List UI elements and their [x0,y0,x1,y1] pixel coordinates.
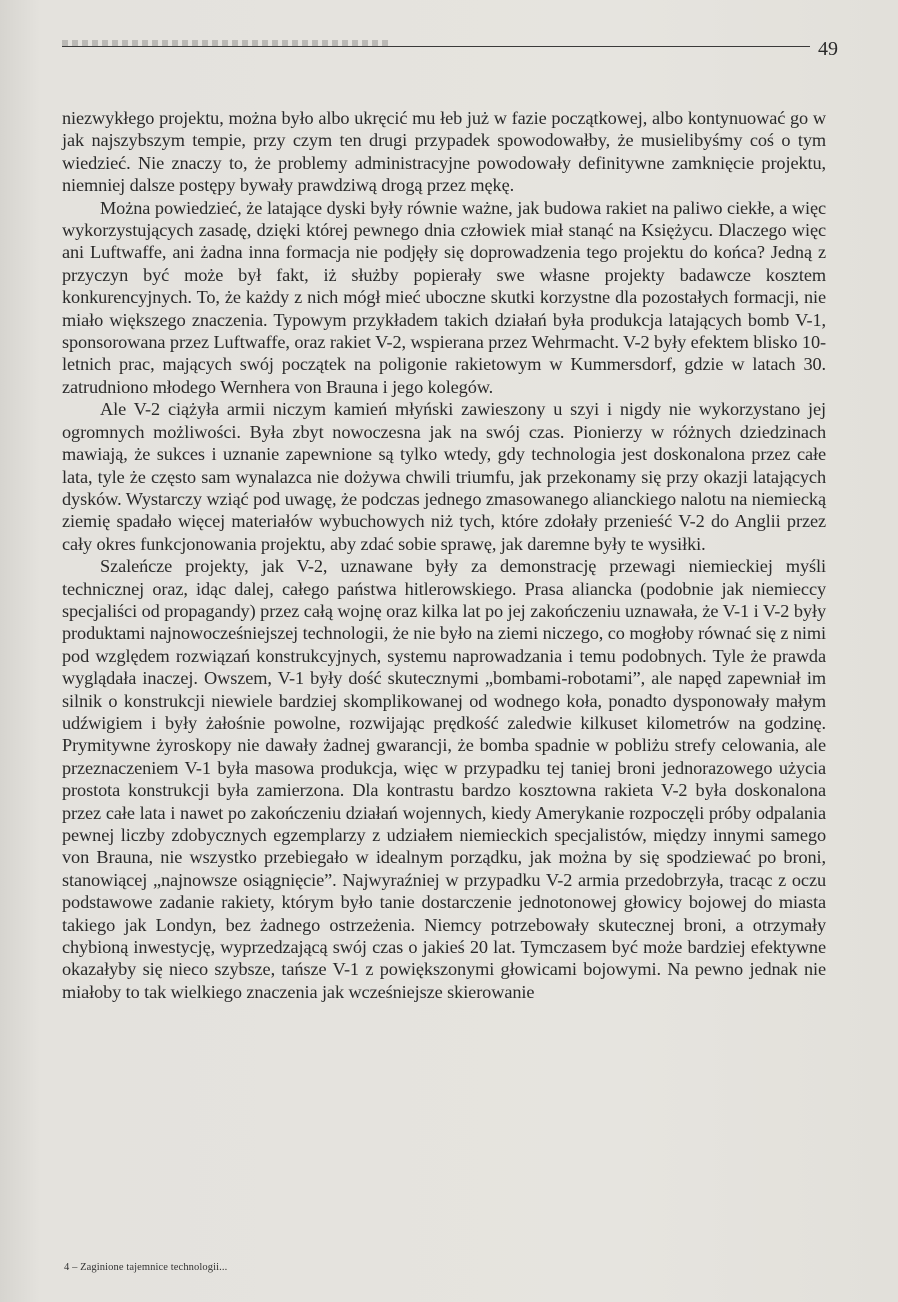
body-text [62,107,826,1003]
paragraph-2: Można powiedzieć, że latające dyski były równie ważne, jak budowa rakiet na paliwo ciekłe, a więc wykorzystujących zasadę, dzięki której pewnego dnia człowiek miał stanąć na Księżycu. Dlaczego więc ani Luftwaffe, ani żadna inna formacja nie podjęły się doprowadzenia tego projektu do końca? Jedną z przyczyn być może był fakt, iż służby popierały swe własne projekty badawcze kosztem konkurencyjnych. To, że każdy z nich mógł mieć uboczne skutki korzystne dla pozostałych formacji, nie miało większego znaczenia. Typowym przykładem takich działań była produkcja latających bomb V-1, sponsorowana przez Luftwaffe, oraz rakiet V-2, wspierana przez Wehrmacht. V-2 były efektem blisko 10-letnich prac, mających swój początek na poligonie rakietowym w Kummersdorf, gdzie w latach 30. zatrudniono młodego Wernhera von Brauna i jego kolegów. [62,197,826,397]
paragraph-1: niezwykłego projektu, można było albo ukręcić mu łeb już w fazie początkowej, albo kontynuować go w jak najszybszym tempie, przy czym ten drugi przypadek spowodowałby, że musielibyśmy coś o tym wiedzieć. Nie znaczy to, że problemy administracyjne powodowały definitywne zamknięcie projektu, niemniej dalsze postępy bywały prawdziwą drogą przez mękę. [62,108,826,196]
page-footer: 4 – Zaginione tajemnice technologii... [64,1262,228,1273]
page-number: 49 [818,38,838,60]
paragraph-4: Szaleńcze projekty, jak V-2, uznawane były za demonstrację przewagi niemieckiej myśli technicznej oraz, idąc dalej, całego państwa hitlerowskiego. Prasa aliancka (podobnie jak niemieccy specjaliści od propagandy) przez całą wojnę oraz kilka lat po jej zakończeniu uznawała, że V-1 i V-2 były produktami najnowocześniejszej technologii, że nie było na ziemi niczego, co mogłoby równać się z nimi pod względem rozwiązań konstrukcyjnych, systemu naprowadzania i temu podobnych. Tyle że prawda wyglądała inaczej. Owszem, V-1 były dość skutecznymi „bombami-robotami”, ale napęd zapewniał im silnik o konstrukcji niewiele bardziej skomplikowanej od wodnego koła, ponadto dysponowały małym udźwigiem i były żałośnie powolne, rozwijając prędkość zaledwie kilkuset kilometrów na godzinę. Prymitywne żyroskopy nie dawały żadnej gwarancji, że bomba spadnie w pobliżu strefy celowania, ale przeznaczeniem V-1 była masowa produkcja, więc w przypadku tej taniej broni jednorazowego użycia prostota konstrukcji była zamierzona. Dla kontrastu bardzo kosztowna rakieta V-2 była doskonalona przez całe lata i nawet po zakończeniu działań wojennych, kiedy Amerykanie rozpoczęli próby odpalania pewnej liczby zdobycznych egzemplarzy z udziałem niemieckich specjalistów, między innymi samego von Brauna, nie wszystko przebiegało w idealnym porządku, jak można by się spodziewać po broni, stanowiącej „najnowsze osiągnięcie”. Najwyraźniej w przypadku V-2 armia przedobrzyła, tracąc z oczu podstawowe zadanie rakiety, którym było tanie dostarczenie jednotonowej głowicy bojowej do miasta takiego jak Londyn, bez żadnego ostrzeżenia. Niemcy potrzebowały skutecznej broni, a otrzymały chybioną inwestycję, wyprzedzającą swój czas o jakieś 20 lat. Tymczasem być może bardziej efektywne okazałyby się nieco szybsze, tańsze V-1 z powiększonymi głowicami bojowymi. Na pewno jednak nie miałoby to tak wielkiego znaczenia jak wcześniejsze skierowanie [62,556,826,1002]
paragraph-3: Ale V-2 ciążyła armii niczym kamień młyński zawieszony u szyi i nigdy nie wykorzystano jej ogromnych możliwości. Była zbyt nowoczesna jak na swój czas. Pionierzy w różnych dziedzinach mawiają, że sukces i uznanie zapewnione są tylko wtedy, gdy technologia jest doskonalona przez całe lata, tyle że często sam wynalazca nie dożywa chwili triumfu, jak przekonamy się przy okazji latających dysków. Wystarczy wziąć pod uwagę, że podczas jednego zmasowanego alianckiego nalotu na niemiecką ziemię spadało więcej materiałów wybuchowych niż tych, które zdołały przenieść V-2 do Anglii przez cały okres funkcjonowania projektu, aby zdać sobie sprawę, jak daremne były te wysiłki. [62,399,826,554]
header-rule [62,46,810,47]
